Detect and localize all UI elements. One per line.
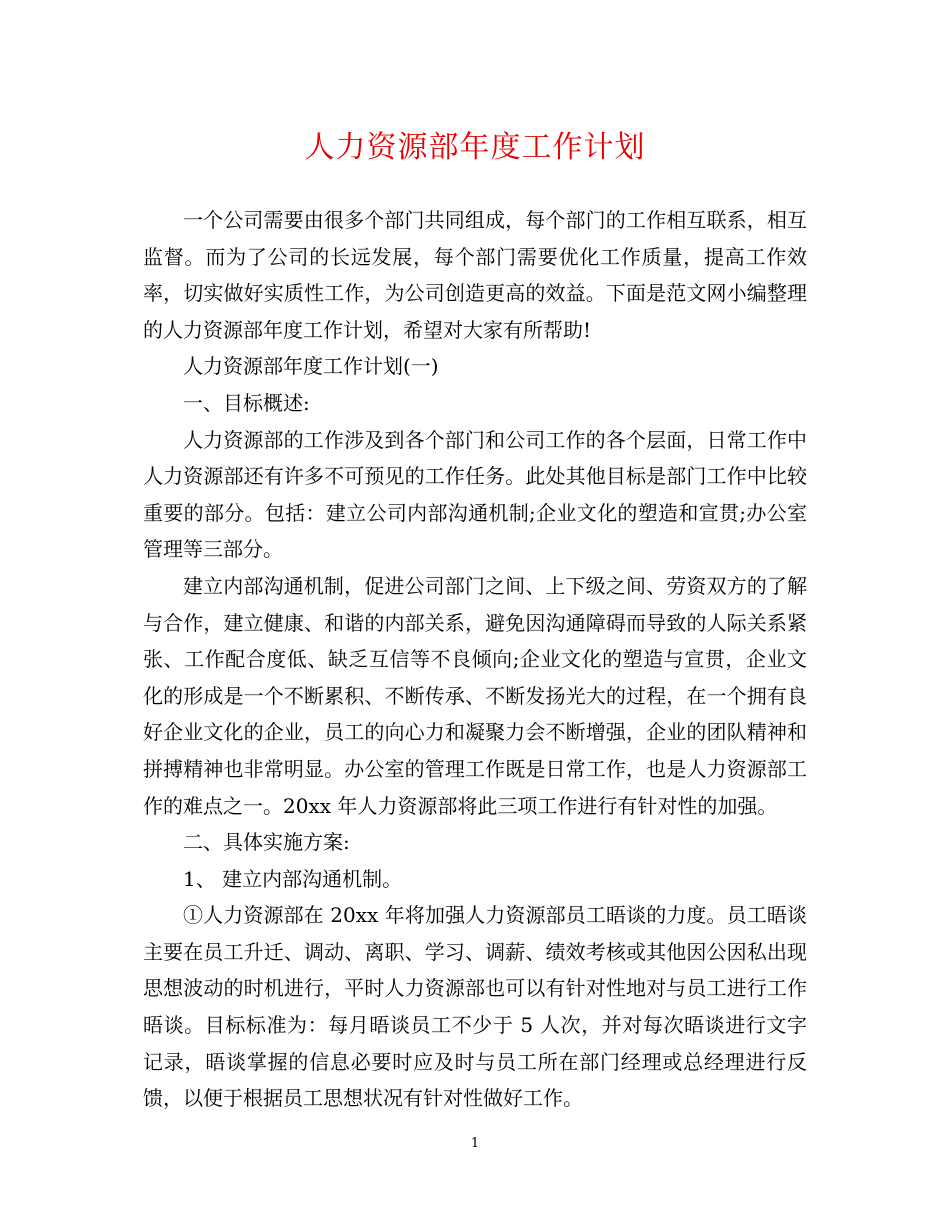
- section-heading-implementation: 二、具体实施方案:: [183, 830, 350, 855]
- plan-heading: 人力资源部年度工作计划(一): [183, 354, 439, 379]
- document-title: 人力资源部年度工作计划: [304, 130, 646, 165]
- item-heading-communication: 1、 建立内部沟通机制。: [183, 866, 403, 891]
- intro-paragraph: 一个公司需要由很多个部门共同组成，每个部门的工作相互联系，相互监督。而为了公司的长远发展，每个部门需要优化工作质量，提高工作效率，切实做好实质性工作，为公司创造更高的效益。下面是范文网小编整理的人力资源部年度工作计划，希望对大家有所帮助!: [143, 208, 807, 342]
- goals-paragraph: 人力资源部的工作涉及到各个部门和公司工作的各个层面，日常工作中人力资源部还有许多不可预见的工作任务。此处其他目标是部门工作中比较重要的部分。包括：建立公司内部沟通机制;企业文化的塑造和宣贯;办公室管理等三部分。: [143, 427, 807, 562]
- interview-paragraph: ①人力资源部在 20xx 年将加强人力资源部员工晤谈的力度。员工晤谈主要在员工升迁、调动、离职、学习、调薪、绩效考核或其他因公因私出现思想波动的时机进行，平时人力资源部也可以有针对性地对与员工进行工作晤谈。目标标准为：每月晤谈员工不少于 5 人次，并对每次晤谈进行文字记录，晤谈掌握的信息必要时应及时与员工所在部门经理或总经理进行反馈，以便于根据员工思想状况有针对性做好工作。: [143, 903, 807, 1111]
- page-number: 1: [470, 1136, 480, 1151]
- communication-culture-paragraph: 建立内部沟通机制，促进公司部门之间、上下级之间、劳资双方的了解与合作，建立健康、和谐的内部关系，避免因沟通障碍而导致的人际关系紧张、工作配合度低、缺乏互信等不良倾向;企业文化的塑造与宣贯，企业文化的形成是一个不断累积、不断传承、不断发扬光大的过程，在一个拥有良好企业文化的企业，员工的向心力和凝聚力会不断增强，企业的团队精神和拼搏精神也非常明显。办公室的管理工作既是日常工作，也是人力资源部工作的难点之一。20xx 年人力资源部将此三项工作进行有针对性的加强。: [143, 573, 807, 818]
- section-heading-goals: 一、目标概述:: [183, 390, 310, 415]
- document-body: [143, 202, 807, 1117]
